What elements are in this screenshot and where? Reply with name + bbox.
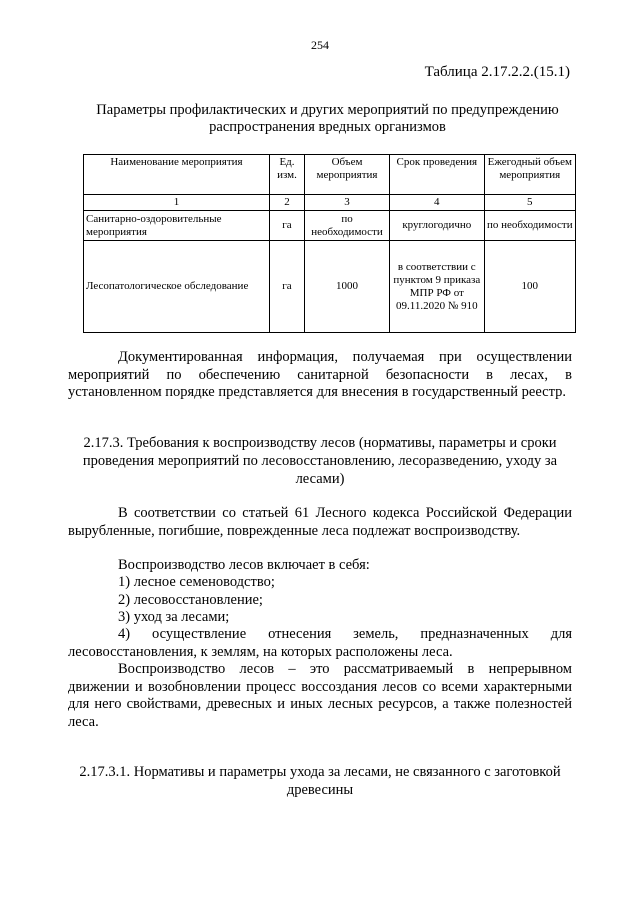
list-item: 2) лесовосстановление; [118,592,263,608]
paragraph-article-61: В соответствии со статьей 61 Лесного кодекса Российской Федерации вырубленные, погибшие, поврежденные леса подлежат воспроизводству. [68,505,572,539]
parameters-table [83,154,576,333]
header-cell: Объем мероприятия [305,155,390,195]
table-cell: круглогодично [390,211,485,241]
header-cell: Ежегодный объем мероприятия [484,155,575,195]
paragraph-includes: Воспроизводство лесов включает в себя: [118,557,370,573]
column-number: 2 [269,195,304,211]
table-cell: 1000 [305,241,390,333]
table-cell: 100 [484,241,575,333]
table-cell: по необходимости [305,211,390,241]
table-header-row [84,155,576,195]
table-number-row [84,195,576,211]
table-cell: га [269,211,304,241]
column-number: 4 [390,195,485,211]
column-number: 3 [305,195,390,211]
header-cell: Срок проведения [390,155,485,195]
header-cell: Ед. изм. [269,155,304,195]
list-item: 1) лесное семеноводство; [118,574,275,590]
paragraph-definition: Воспроизводство лесов – это рассматриваемый в непрерывном движении и возобновлении процесс воссоздания лесов со всеми характерными для него свойствами, древесных и иных лесных ресурсов, а также полезностей леса. [68,661,572,730]
paragraph-documented-info: Документированная информация, получаемая при осуществлении мероприятий по обеспечению санитарной безопасности в лесах, в установленном порядке представляется для внесения в государственный реестр. [68,349,572,400]
table-cell: по необходимости [484,211,575,241]
column-number: 1 [84,195,270,211]
table-cell: Санитарно-оздоровительные мероприятия [84,211,270,241]
list-item: 3) уход за лесами; [118,609,230,625]
column-number: 5 [484,195,575,211]
page-number: 254 [311,38,329,52]
section-heading-2-17-3-1: 2.17.3.1. Нормативы и параметры ухода за лесами, не связанного с заготовкой древесины [79,764,561,798]
table-row [84,211,576,241]
section-heading-2-17-3: 2.17.3. Требования к воспроизводству лесов (нормативы, параметры и сроки проведения мероприятий по лесовосстановлению, лесоразведению, уходу за лесами) [82,435,558,487]
table-cell: в соответствии с пунктом 9 приказа МПР РФ от 09.11.2020 № 910 [390,241,485,333]
header-cell: Наименование мероприятия [84,155,270,195]
list-item: 4) осуществление отнесения земель, предназначенных для лесовосстановления, к землям, на которых расположены леса. [68,626,572,660]
table-row [84,241,576,333]
table-cell: га [269,241,304,333]
table-label: Таблица 2.17.2.2.(15.1) [424,64,570,80]
table-cell: Лесопатологическое обследование [84,241,270,333]
table-title: Параметры профилактических и других мероприятий по предупреждению распространения вредных организмов [96,102,559,135]
